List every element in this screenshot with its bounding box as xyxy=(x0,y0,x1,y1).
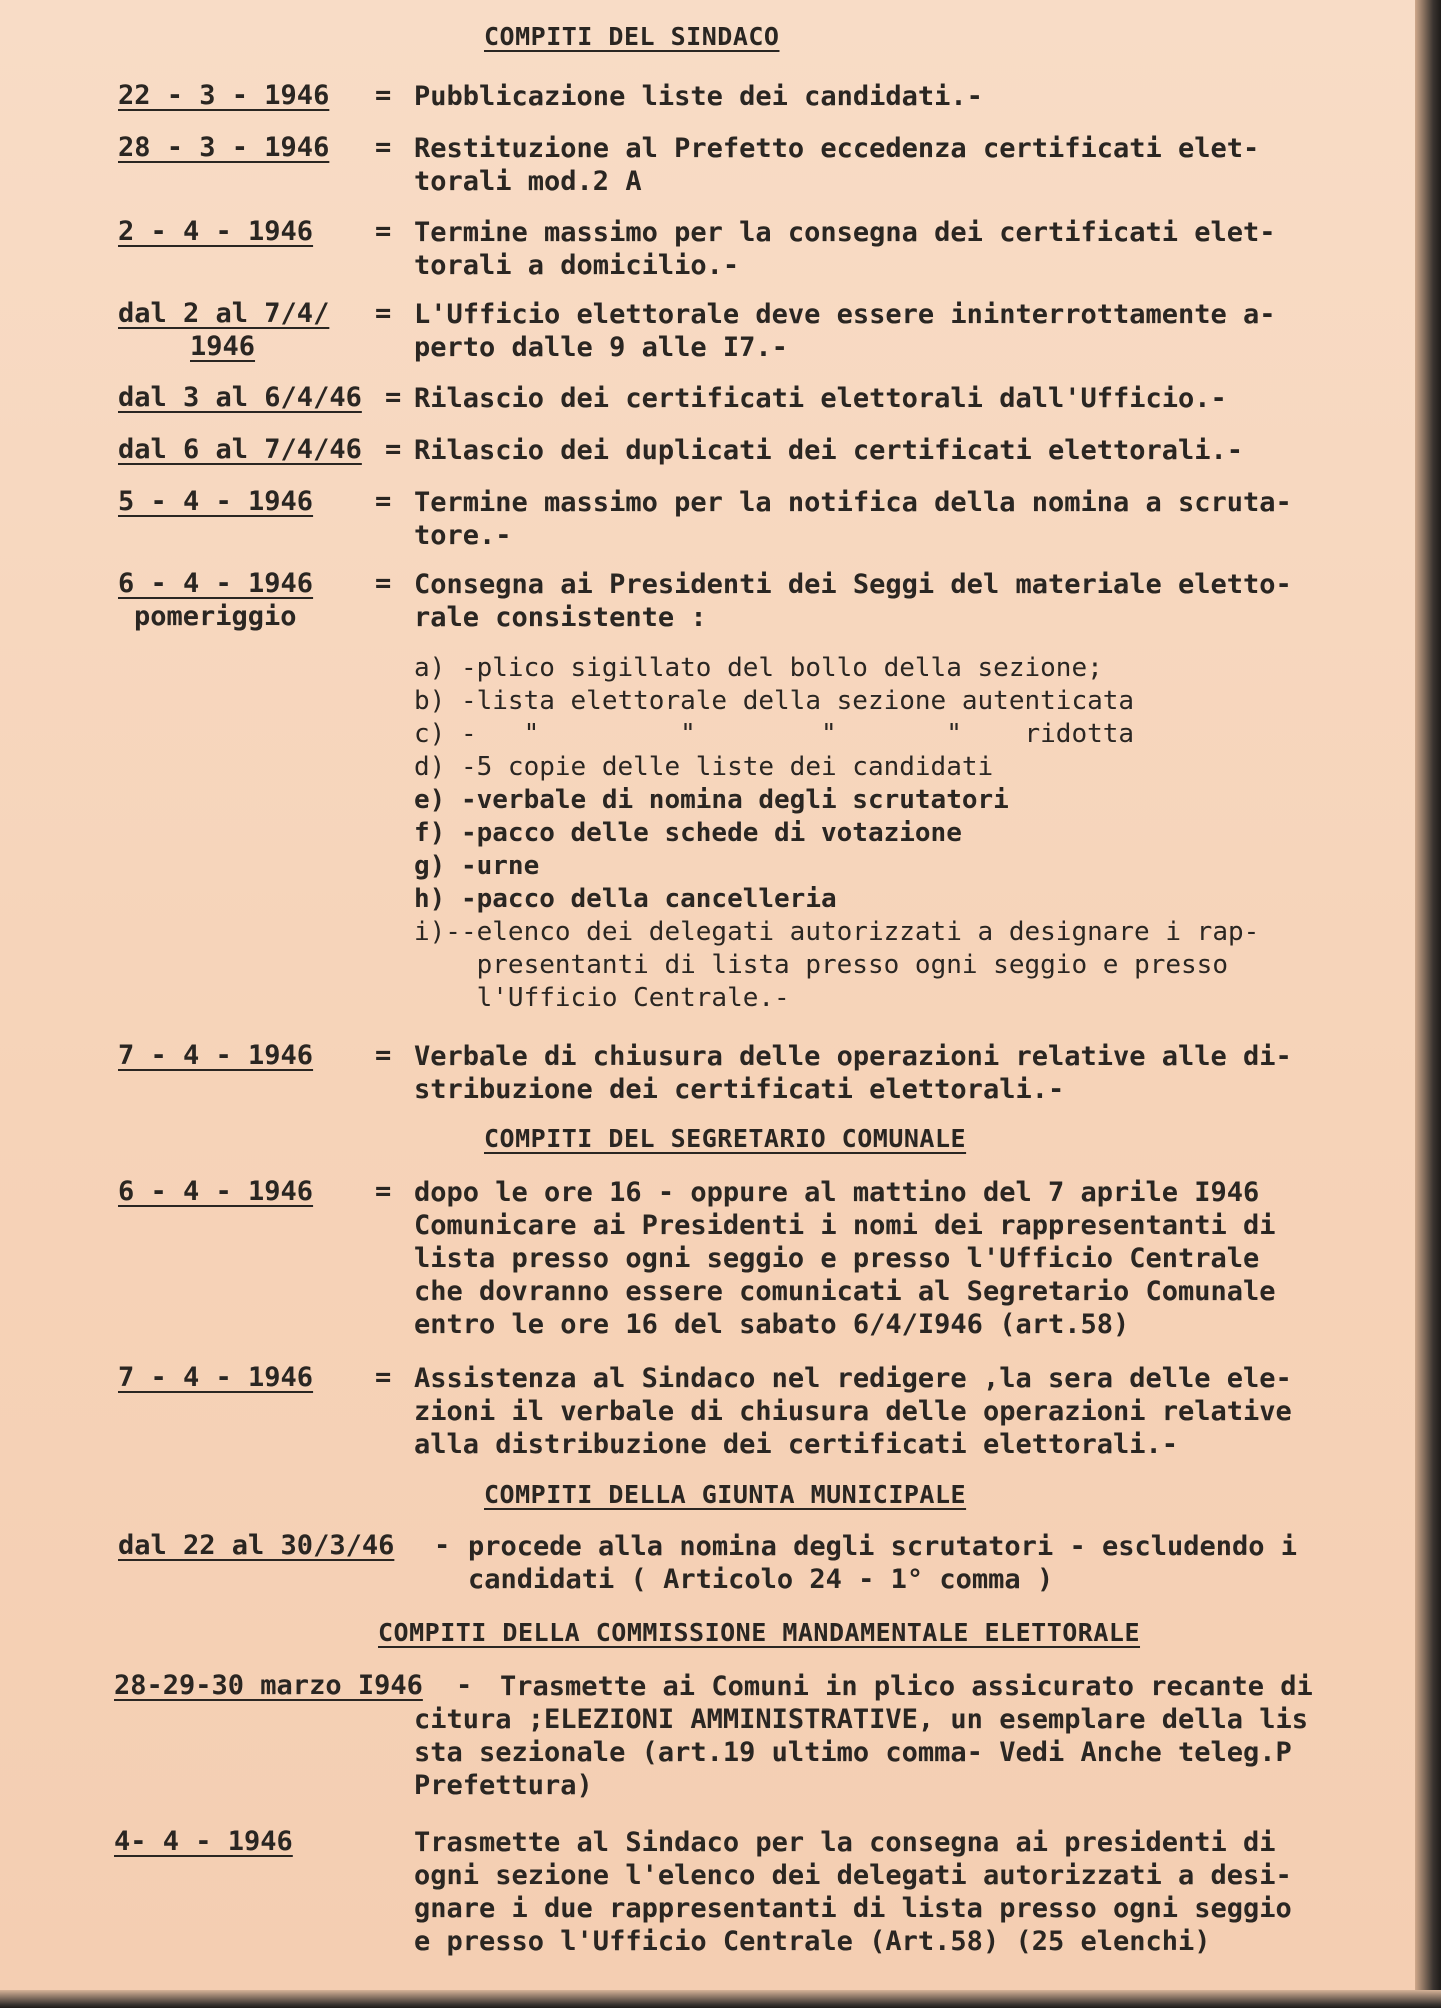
material-item-d: d) -5 copie delle liste dei candidati xyxy=(414,752,994,782)
entry-text: Consegna ai Presidenti dei Seggi del materiale eletto- rale consistente : xyxy=(414,569,1292,633)
entry-text: Trasmette al Sindaco per la consegna ai presidenti di ogni sezione l'elenco dei delegati autorizzati a desi- gnare i due rappresentanti di lista presso ogni seggio e presso l'Ufficio Centrale (Art.58) (25 elenchi) xyxy=(414,1827,1292,1957)
heading-sindaco: COMPITI DEL SINDACO xyxy=(484,22,780,51)
entry-text: dopo le ore 16 - oppure al mattino del 7 aprile I946 Comunicare ai Presidenti i nomi dei rappresentanti di lista presso ogni seggio e presso l'Ufficio Centrale che dovranno essere comunicati al Segretario Comunale entro le ore 16 del sabato 6/4/I946 (art.58) xyxy=(414,1177,1276,1340)
entry-separator: = xyxy=(375,132,392,163)
entry-date: 28 - 3 - 1946 xyxy=(118,132,330,163)
material-item-g: g) -urne xyxy=(414,851,540,881)
entry-date: dal 6 al 7/4/46 xyxy=(118,434,362,465)
entry-text: Assistenza al Sindaco nel redigere ,la sera delle ele- zioni il verbale di chiusura delle operazioni relative alla distribuzione dei certificati elettorali.- xyxy=(414,1363,1292,1460)
entry-text: L'Ufficio elettorale deve essere ininterrottamente a- perto dalle 9 alle I7.- xyxy=(414,299,1276,363)
entry-separator: = xyxy=(375,568,392,599)
entry-date-year: 1946 xyxy=(190,331,256,362)
entry-date: 22 - 3 - 1946 xyxy=(118,80,330,111)
entry-separator: = xyxy=(375,1176,392,1207)
entry-date: 5 - 4 - 1946 xyxy=(118,486,314,517)
material-item-f: f) -pacco delle schede di votazione xyxy=(414,818,962,848)
entry-separator: - xyxy=(456,1670,473,1701)
entry-separator: = xyxy=(375,80,392,111)
entry-separator: = xyxy=(375,216,392,247)
entry-date: 6 - 4 - 1946 xyxy=(118,568,314,599)
entry-text: Trasmette ai Comuni in plico assicurato recante di citura ;ELEZIONI AMMINISTRATIVE, un esemplare della lis sta sezionale (art.19 ultimo comma- Vedi Anche teleg.P Prefettura) xyxy=(414,1671,1313,1801)
entry-date: dal 3 al 6/4/46 xyxy=(118,382,362,413)
entry-date: 7 - 4 - 1946 xyxy=(118,1362,314,1393)
heading-giunta: COMPITI DELLA GIUNTA MUNICIPALE xyxy=(484,1480,967,1509)
entry-separator: = xyxy=(375,1362,392,1393)
entry-text: Termine massimo per la consegna dei certificati elet- torali a domicilio.- xyxy=(414,217,1276,281)
entry-text: Rilascio dei duplicati dei certificati elettorali.- xyxy=(414,435,1244,466)
material-item-h: h) -pacco della cancelleria xyxy=(414,884,837,914)
entry-separator: - xyxy=(434,1530,451,1561)
entry-text: Pubblicazione liste dei candidati.- xyxy=(414,81,983,112)
entry-separator: = xyxy=(375,486,392,517)
entry-separator: = xyxy=(385,382,402,413)
entry-date-note: pomeriggio xyxy=(134,601,297,632)
entry-text: Verbale di chiusura delle operazioni relative alle di- stribuzione dei certificati elettorali.- xyxy=(414,1041,1292,1105)
entry-text: procede alla nomina degli scrutatori - escludendo i candidati ( Articolo 24 - 1° comma ) xyxy=(468,1531,1298,1595)
heading-commissione: COMPITI DELLA COMMISSIONE MANDAMENTALE ELETTORALE xyxy=(378,1618,1141,1647)
heading-segretario: COMPITI DEL SEGRETARIO COMUNALE xyxy=(484,1124,967,1153)
entry-text: Rilascio dei certificati elettorali dall'Ufficio.- xyxy=(414,383,1227,414)
material-item-a: a) -plico sigillato del bollo della sezione; xyxy=(414,653,1103,683)
entry-date: 6 - 4 - 1946 xyxy=(118,1176,314,1207)
entry-date: 4- 4 - 1946 xyxy=(114,1826,293,1857)
material-item-i: i)--elenco dei delegati autorizzati a designare i rap- presentanti di lista presso ogni seggio e presso l'Ufficio Centrale.- xyxy=(414,917,1260,1013)
scan-edge-bottom xyxy=(0,1990,1441,2008)
entry-date: 28-29-30 marzo I946 xyxy=(114,1670,423,1701)
entry-text: Termine massimo per la notifica della nomina a scruta- tore.- xyxy=(414,487,1292,551)
entry-separator: = xyxy=(375,1040,392,1071)
entry-date: dal 2 al 7/4/ xyxy=(118,298,330,329)
entry-date: 7 - 4 - 1946 xyxy=(118,1040,314,1071)
material-item-b: b) -lista elettorale della sezione autenticata xyxy=(414,686,1135,716)
entry-date: dal 22 al 30/3/46 xyxy=(118,1530,395,1561)
entry-separator: = xyxy=(375,298,392,329)
scan-edge-right xyxy=(1415,0,1441,2008)
material-item-e: e) -verbale di nomina degli scrutatori xyxy=(414,785,1009,815)
entry-separator: = xyxy=(385,434,402,465)
entry-date: 2 - 4 - 1946 xyxy=(118,216,314,247)
material-item-c: c) - " " " " ridotta xyxy=(414,719,1135,749)
entry-text: Restituzione al Prefetto eccedenza certificati elet- torali mod.2 A xyxy=(414,133,1260,197)
